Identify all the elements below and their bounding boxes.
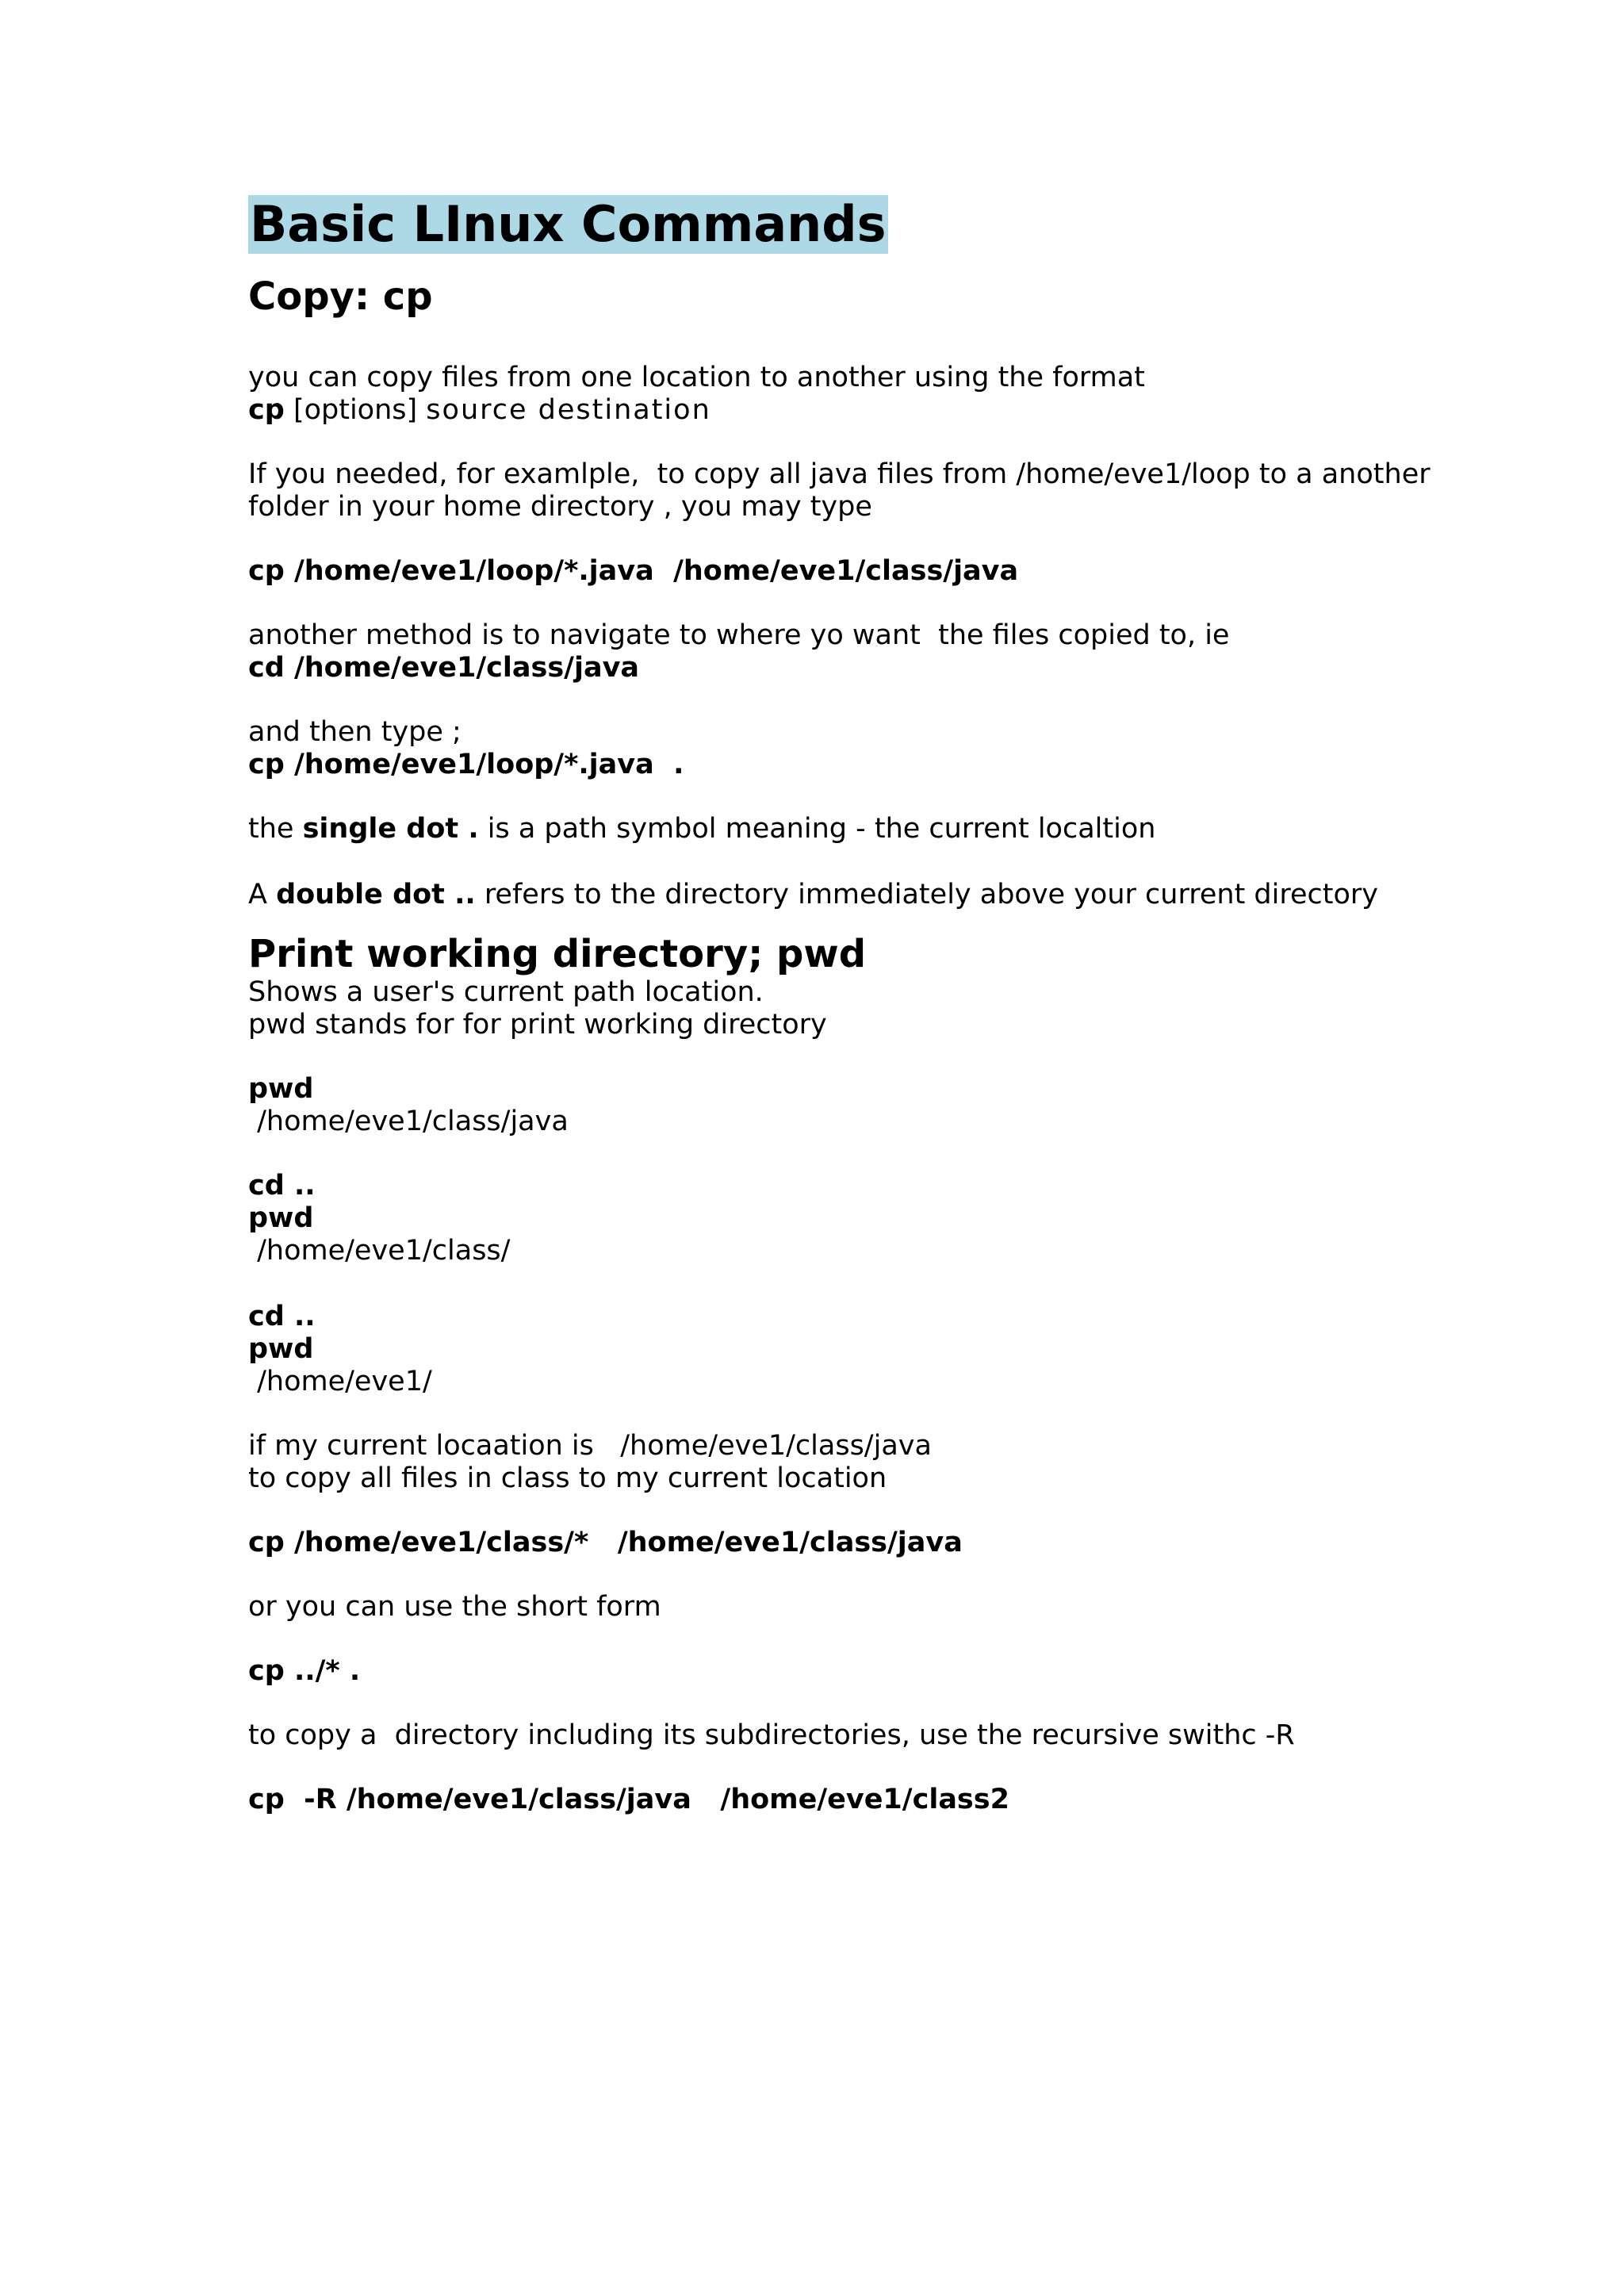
copy-section-heading: Copy: cp bbox=[248, 274, 433, 319]
single-dot-term: single dot . bbox=[302, 813, 479, 845]
pwd-example2-pwd-command: pwd bbox=[248, 1202, 314, 1234]
then-type-text: and then type ; bbox=[248, 716, 462, 748]
pwd-example3-output: /home/eve1/ bbox=[248, 1366, 432, 1397]
method2-text: another method is to navigate to where yo want the files copied to, ie bbox=[248, 619, 1230, 651]
pwd-desc-line-2: pwd stands for for print working directory bbox=[248, 1009, 827, 1041]
pwd-example3-cd-command: cd .. bbox=[248, 1301, 316, 1332]
recursive-text: to copy a directory including its subdirectories, use the recursive swithc -R bbox=[248, 1719, 1295, 1751]
then-cp-command: cp /home/eve1/loop/*.java . bbox=[248, 749, 684, 780]
pwd-example2-output: /home/eve1/class/ bbox=[248, 1235, 511, 1267]
short-form-text: or you can use the short form bbox=[248, 1591, 661, 1623]
document-page bbox=[248, 195, 1485, 1816]
example-intro-line-1: If you needed, for examlple, to copy all java files from /home/eve1/loop to a another bbox=[248, 458, 1431, 490]
pwd-example1-output: /home/eve1/class/java bbox=[248, 1106, 569, 1137]
format-args: [options] bbox=[293, 394, 427, 426]
double-dot-term: double dot .. bbox=[276, 879, 476, 910]
single-dot-explanation: the single dot . is a path symbol meaning - the current localtion bbox=[248, 813, 1156, 845]
format-cmd: cp bbox=[248, 394, 285, 426]
double-dot-explanation: A double dot .. refers to the directory immediately above your current directory bbox=[248, 879, 1378, 910]
current-location-text-2: to copy all files in class to my current location bbox=[248, 1462, 887, 1494]
copy-class-command: cp /home/eve1/class/* /home/eve1/class/java bbox=[248, 1527, 963, 1558]
copy-format-line bbox=[248, 394, 1485, 427]
copy-intro-text: you can copy files from one location to another using the format bbox=[248, 362, 1145, 393]
pwd-desc-line-1: Shows a user's current path location. bbox=[248, 976, 764, 1008]
format-args-source-destination: source destination bbox=[426, 394, 711, 426]
current-location-text-1: if my current locaation is /home/eve1/class/java bbox=[248, 1430, 932, 1462]
example-intro-line-2: folder in your home directory , you may type bbox=[248, 491, 872, 523]
pwd-section-heading: Print working directory; pwd bbox=[248, 932, 867, 976]
example-cp-command: cp /home/eve1/loop/*.java /home/eve1/class/java bbox=[248, 555, 1019, 587]
method2-cd-command: cd /home/eve1/class/java bbox=[248, 652, 640, 684]
pwd-example2-cd-command: cd .. bbox=[248, 1170, 316, 1202]
pwd-example3-pwd-command: pwd bbox=[248, 1333, 314, 1365]
recursive-command: cp -R /home/eve1/class/java /home/eve1/class2 bbox=[248, 1784, 1009, 1815]
pwd-example1-command: pwd bbox=[248, 1073, 314, 1105]
document-title: Basic LInux Commands bbox=[250, 195, 887, 253]
short-form-command: cp ../* . bbox=[248, 1655, 361, 1687]
